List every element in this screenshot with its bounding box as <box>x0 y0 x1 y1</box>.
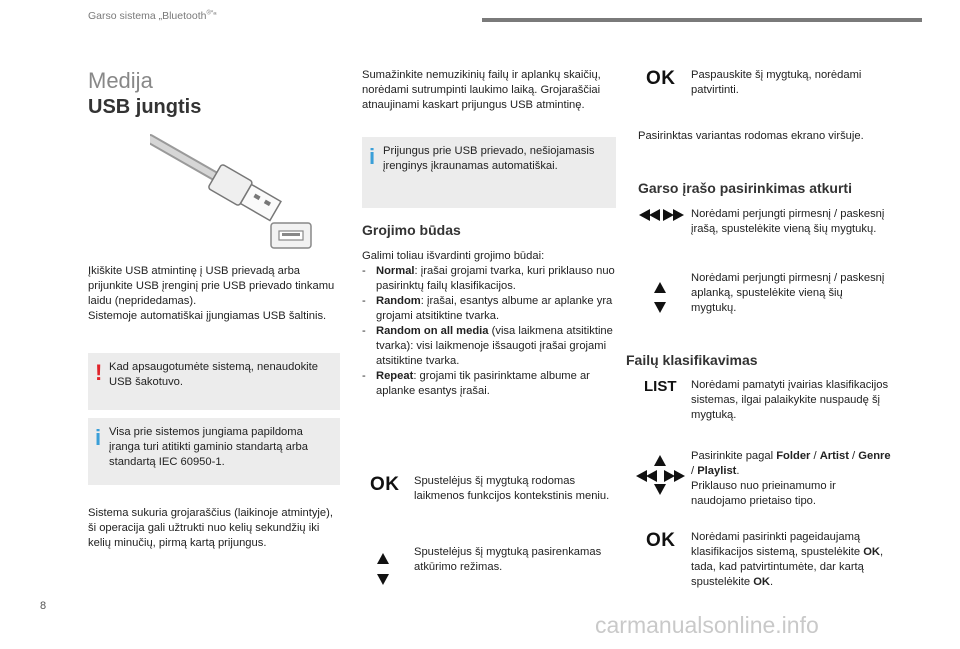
arrow-up-icon <box>654 282 666 293</box>
playlist-creation-paragraph: Sistema sukuria grojaraščius (laikinoje atmintyje), ši operacija gali užtrukti nuo kelių sekundžių iki kelių minučių, pirmą kartą prijungus. <box>88 507 333 549</box>
reduce-files-paragraph: Sumažinkite nemuzikinių failų ir aplankų skaičių, norėdami sutrumpinti laukimo laiką. Grojaraščiai atnaujinami kaskart prijungus USB atmintinę. <box>362 69 601 111</box>
track-select-heading: Garso įrašo pasirinkimas atkurti <box>638 180 852 196</box>
warning-note-text: Kad apsaugotumėte sistemą, nenaudokite USB šakotuvo. <box>109 361 318 388</box>
play-mode-list <box>362 249 618 399</box>
play-mode-heading: Grojimo būdas <box>362 222 461 238</box>
updown-play-mode-text: Spustelėjus šį mygtuką pasirenkamas atkūrimo režimas. <box>414 546 602 573</box>
prev-next-track-text: Norėdami perjungti pirmesnį / paskesnį įrašą, spustelėkite vieną šių mygtukų. <box>691 208 885 235</box>
arrow-up-icon <box>654 455 666 466</box>
play-mode-random: - Random: įrašai, esantys albume ar aplanke yra grojami atsitiktine tvarka. <box>362 294 618 324</box>
arrow-right-icon <box>673 209 684 221</box>
list-hold-text: Norėdami pamatyti įvairias klasifikacijos sistemas, ilgai palaikykite nuspaudę šį mygtuką. <box>691 379 889 421</box>
usb-connect-paragraph: Įkiškite USB atmintinę į USB prievadą arba prijunkite USB įrenginį prie USB prievado tinkamu laidu (nepridedamas). <box>88 265 335 307</box>
arrow-down-icon <box>377 574 389 585</box>
usb-plug-illustration <box>150 133 325 253</box>
warning-note <box>88 353 340 410</box>
info-icon: i <box>95 425 102 450</box>
charging-info-note <box>362 137 616 208</box>
usb-auto-source-paragraph: Sistemoje automatiškai įjungiamas USB šaltinis. <box>88 310 327 322</box>
header-rule <box>482 18 922 22</box>
arrow-down-icon <box>654 484 666 495</box>
ok-button-icon: OK <box>646 530 676 551</box>
arrow-down-icon <box>654 302 666 313</box>
prev-next-folder-text: Norėdami perjungti pirmesnį / paskesnį aplanką, spustelėkite vieną šių mygtukų. <box>691 272 885 314</box>
charging-info-text: Prijungus prie USB prievado, nešiojamasis įrenginys įkraunamas automatiškai. <box>383 145 595 172</box>
page-number: 8 <box>40 600 47 612</box>
usb-section-title: USB jungtis <box>88 96 202 118</box>
selected-shown-text: Pasirinktas variantas rodomas ekrano viršuje. <box>638 130 864 142</box>
arrow-right-icon <box>674 470 685 482</box>
sort-by-text: Pasirinkite pagal Folder / Artist / Genre / Playlist. Priklauso nuo prieinamumo ir naudojamo prietaiso tipo. <box>691 450 891 507</box>
warning-icon: ! <box>95 360 103 385</box>
play-mode-intro: Galimi toliau išvardinti grojimo būdai: <box>362 250 545 262</box>
play-mode-repeat: - Repeat: grojami tik pasirinktame albume ar aplanke esantys įrašai. <box>362 369 618 399</box>
running-header: Garso sistema „Bluetooth®*“ <box>88 10 217 22</box>
ok-button-icon: OK <box>646 68 676 89</box>
select-classification-text: Norėdami pasirinkti pageidaujamą klasifikacijos sistemą, spustelėkite OK, tada, kad patvirtintumėte, dar kartą spustelėkite OK. <box>691 531 884 588</box>
arrow-up-icon <box>377 553 389 564</box>
info-note-text: Visa prie sistemos jungiama papildoma įranga turi atitikti gaminio standartą arba standartą IEC 60950-1. <box>109 426 308 468</box>
page-title: Medija <box>88 68 153 93</box>
arrow-left-icon <box>649 209 660 221</box>
ok-context-menu-text: Spustelėjus šį mygtuką rodomas laikmenos funkcijos kontekstinis meniu. <box>414 475 610 502</box>
info-icon: i <box>369 144 376 169</box>
file-classification-heading: Failų klasifikavimas <box>626 352 758 368</box>
info-note <box>88 418 340 485</box>
arrow-left-icon <box>646 470 657 482</box>
play-mode-random-all: - Random on all media (visa laikmena atsitiktine tvarka): visi laikmenoje išsaugoti įrašai grojami atsitiktine tvarka. <box>362 324 618 369</box>
play-mode-normal: - Normal: įrašai grojami tvarka, kuri priklauso nuo pasirinktų failų klasifikacijos. <box>362 264 618 294</box>
ok-confirm-text: Paspauskite šį mygtuką, norėdami patvirtinti. <box>691 69 862 96</box>
ok-button-icon: OK <box>370 474 400 495</box>
watermark: carmanualsonline.info <box>595 612 819 638</box>
list-button-icon: LIST <box>644 378 677 395</box>
